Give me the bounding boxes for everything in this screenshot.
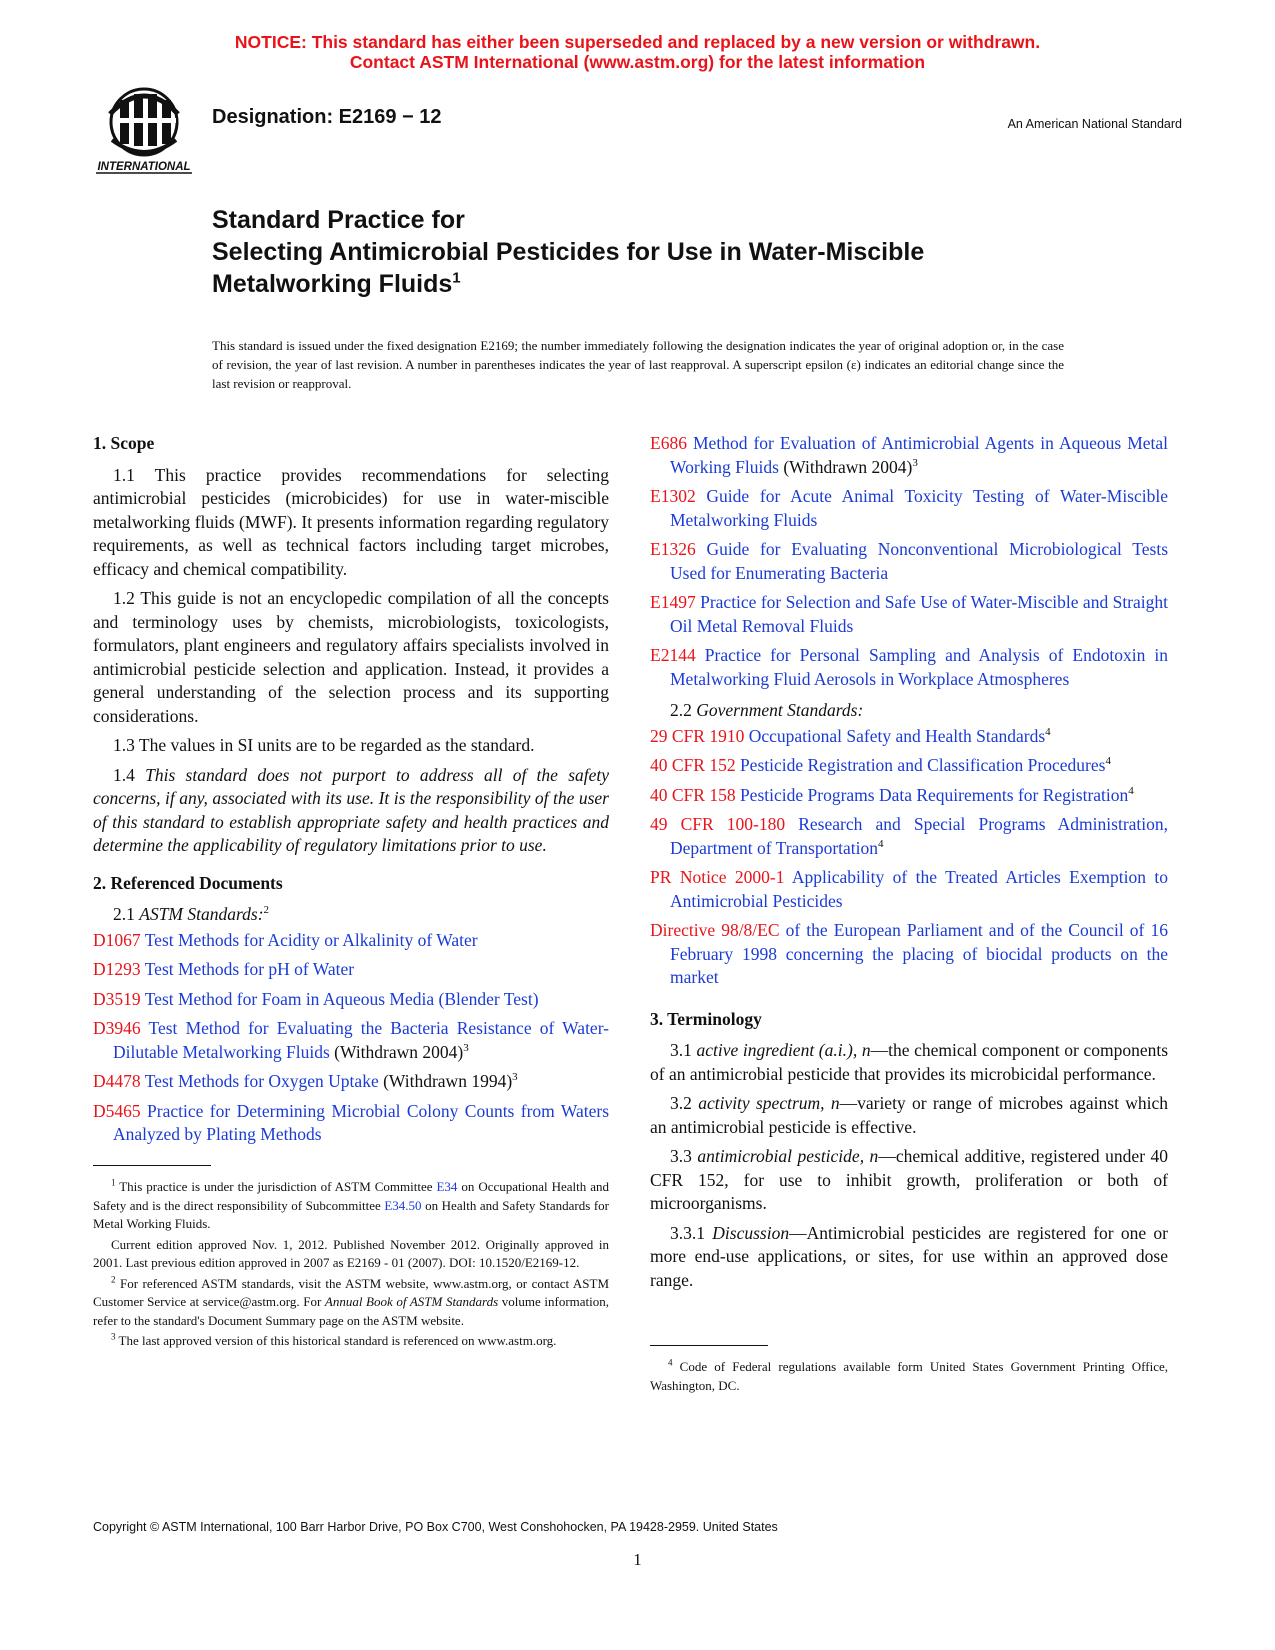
notice-line-1: NOTICE: This standard has either been superseded and replaced by a new version or withdrawn. (234, 32, 1041, 52)
term-name: active ingredient (a.i.), n (696, 1040, 871, 1060)
reference-item (93, 1017, 609, 1064)
term-definition: —Antimicrobial pesticides are registered for one or more end-use applications, or sites, for use within an approved dose range. (650, 1222, 1168, 1290)
reference-item (650, 432, 1168, 479)
reference-item (650, 725, 1168, 749)
reference-code-link[interactable]: 40 CFR 158 (650, 784, 736, 805)
reference-title-link[interactable]: Practice for Personal Sampling and Analysis of Endotoxin in Metalworking Fluid Aerosols in Workplace Atmospheres (670, 645, 1168, 689)
footnote-rule-right (650, 1345, 768, 1346)
reference-footnote-mark: 3 (512, 1071, 518, 1084)
scope-1-3: 1.3 The values in SI units are to be regarded as the standard. (113, 735, 535, 755)
page-number: 1 (633, 1550, 642, 1569)
reference-item (93, 988, 609, 1012)
reference-code-link[interactable]: E2144 (650, 645, 696, 665)
reference-title-link[interactable]: Test Methods for Acidity or Alkalinity of Water (144, 929, 478, 950)
term-number: 3.2 (670, 1093, 692, 1113)
reference-item (650, 644, 1168, 691)
term-name: Discussion (712, 1222, 790, 1243)
reference-item (93, 929, 609, 953)
american-national-standard: An American National Standard (1007, 117, 1182, 131)
reference-footnote-mark: 4 (878, 837, 884, 850)
reference-code-link[interactable]: D1067 (93, 929, 141, 950)
fn1-text-a: This practice is under the jurisdiction of ASTM Committee (119, 1179, 437, 1194)
astm-logo (92, 84, 198, 176)
reference-item (650, 813, 1168, 860)
fn1-mark: 1 (111, 1177, 116, 1188)
reference-code-link[interactable]: PR Notice 2000-1 (650, 867, 785, 887)
footnote-2 (93, 1275, 609, 1331)
reference-item (650, 485, 1168, 532)
reference-code-link[interactable]: E1497 (650, 592, 696, 612)
term-definition: —the chemical component or components of an antimicrobial pesticide that provides its microbicidal performance. (650, 1040, 1169, 1084)
gov-label-number: 2.2 (670, 700, 692, 720)
footnote-4 (650, 1358, 1168, 1395)
notice-line-2: Contact ASTM International (www.astm.org) for the latest information (349, 52, 926, 72)
reference-item (650, 754, 1168, 778)
reference-item (93, 1100, 609, 1147)
reference-code-link[interactable]: 49 CFR 100-180 (650, 814, 786, 834)
terminology-list (650, 1039, 1168, 1292)
document-title (212, 204, 924, 300)
fn2-mark: 2 (111, 1274, 116, 1285)
reference-code-link[interactable]: D1293 (93, 959, 141, 979)
reference-note: (Withdrawn 1994) (383, 1071, 513, 1091)
astm-reference-list-left (93, 929, 609, 1147)
term-number: 3.1 (670, 1040, 692, 1060)
reference-code-link[interactable]: D3519 (93, 988, 141, 1009)
astm-standards-label (113, 903, 609, 927)
fn2-text-b: volume information, refer to the standard's Document Summary page on the ASTM website. (93, 1294, 610, 1328)
term-definition: —variety or range of microbes against which an antimicrobial pesticide is effective. (650, 1093, 1169, 1137)
reference-title-link[interactable]: Practice for Determining Microbial Colony Counts from Waters Analyzed by Plating Methods (113, 1100, 610, 1144)
reference-title-link[interactable]: Test Methods for pH of Water (144, 959, 355, 979)
reference-title-link[interactable]: Applicability of the Treated Articles Exemption to Antimicrobial Pesticides (670, 867, 1168, 911)
reference-item (650, 866, 1168, 913)
reference-title-link[interactable]: Test Method for Foam in Aqueous Media (Blender Test) (144, 988, 539, 1009)
reference-title-link[interactable]: Guide for Evaluating Nonconventional Microbiological Tests Used for Enumerating Bacteria (670, 539, 1168, 583)
scope-1-1: 1.1 This practice provides recommendations for selecting antimicrobial pesticides (microbicides) for use in water-miscible metalworking fluids (MWF). It presents information regarding regulatory requirements, as well as technical factors including target microbes, efficacy and chemical compatibility. (93, 464, 609, 579)
scope-1-4 (93, 764, 609, 858)
scope-1-2: 1.2 This guide is not an encyclopedic compilation of all the concepts and terminology uses by chemists, microbiologists, toxicologists, formulators, plant engineers and regulatory affairs specialists involved in antimicrobial pesticide selection and application. Instead, it provides a general understanding of the selection process and its supporting considerations. (93, 588, 609, 726)
fn1-text-c: on Health and Safety Standards for Metal Working Fluids. (93, 1197, 609, 1231)
reference-item (93, 1070, 609, 1094)
reference-footnote-mark: 4 (1045, 725, 1051, 738)
scope-1-4-text: This standard does not purport to address all of the safety concerns, if any, associated with its use. It is the responsibility of the user of this standard to establish appropriate safety and health practices and determine the applicability of regulatory limitations prior to use. (93, 764, 610, 855)
reference-title-link[interactable]: Pesticide Programs Data Requirements for Registration (739, 784, 1129, 805)
astm-logo-icon (92, 84, 198, 176)
reference-note: (Withdrawn 2004) (334, 1041, 464, 1062)
reference-item (650, 591, 1168, 638)
reference-code-link[interactable]: 29 CFR 1910 (650, 725, 745, 746)
government-reference-list (650, 725, 1168, 990)
withdrawn-notice (0, 32, 1275, 72)
title-line-3: Metalworking Fluids (212, 270, 453, 298)
left-column (93, 432, 609, 1153)
issued-note: This standard is issued under the fixed designation E2169; the number immediately following the designation indicates the year of original adoption or, in the case of revision, the year of last revision. A number in parentheses indicates the year of last reapproval. A superscript epsilon (ε) indicates an editorial change since the last revision or reapproval. (212, 338, 1064, 391)
terminology-item (650, 1145, 1168, 1216)
reference-note: (Withdrawn 2004) (783, 456, 913, 477)
government-standards-label (670, 699, 1168, 723)
reference-title-link[interactable]: of the European Parliament and of the Council of 16 February 1998 concerning the placing of biocidal products on the market (670, 920, 1168, 987)
copyright: Copyright © ASTM International, 100 Barr Harbor Drive, PO Box C700, West Conshohocken, PA 19428-2959. United States (93, 1520, 778, 1534)
term-number: 3.3 (670, 1146, 692, 1166)
reference-code-link[interactable]: E686 (650, 433, 687, 453)
reference-footnote-mark: 3 (912, 456, 918, 469)
reference-title-link[interactable]: Occupational Safety and Health Standards (748, 725, 1046, 746)
reference-code-link[interactable]: D5465 (93, 1100, 141, 1121)
footnote-rule-left (93, 1165, 211, 1166)
scope-1-4-number: 1.4 (113, 764, 135, 785)
edition-note: Current edition approved Nov. 1, 2012. Published November 2012. Originally approved in 2001. Last previous edition approved in 2007 as E2169 - 01 (2007). DOI: 10.1520/E2169-12. (93, 1236, 609, 1270)
footnote-3 (93, 1332, 609, 1351)
title-footnote-mark: 1 (452, 269, 461, 287)
reference-code-link[interactable]: 40 CFR 152 (650, 755, 736, 775)
logo-text: INTERNATIONAL (97, 161, 191, 173)
reference-code-link[interactable]: D3946 (93, 1018, 141, 1038)
footnotes-left (93, 1178, 609, 1353)
fn4-text: Code of Federal regulations available form United States Government Printing Office, Washington, DC. (650, 1359, 1169, 1393)
reference-item (650, 919, 1168, 990)
reference-footnote-mark: 4 (1128, 784, 1134, 797)
e34-50-link[interactable]: E34.50 (384, 1197, 422, 1213)
fn2-text-a: For referenced ASTM standards, visit the ASTM website, www.astm.org, or contact ASTM Customer Service at service@astm.org. For (93, 1275, 610, 1309)
fn3-text: The last approved version of this historical standard is referenced on www.astm.org. (118, 1333, 557, 1348)
footnote-1 (93, 1178, 609, 1234)
footnotes-right (650, 1358, 1168, 1397)
terminology-item (650, 1222, 1168, 1293)
term-name: activity spectrum, n (698, 1093, 840, 1113)
gov-label-text: Government Standards: (696, 700, 864, 720)
referenced-heading: 2. Referenced Documents (93, 872, 283, 893)
reference-title-link[interactable]: Guide for Acute Animal Toxicity Testing of Water-Miscible Metalworking Fluids (670, 486, 1168, 530)
reference-code-link[interactable]: E1302 (650, 486, 696, 506)
fn1-text-b: on Occupational Health and Safety and is the direct responsibility of Subcommittee (93, 1179, 609, 1213)
reference-code-link[interactable]: Directive 98/8/EC (650, 920, 780, 940)
term-number: 3.3.1 (670, 1222, 705, 1243)
reference-title-link[interactable]: Test Method for Evaluating the Bacteria Resistance of Water-Dilutable Metalworking Fluids (113, 1018, 609, 1062)
reference-title-link[interactable]: Test Methods for Oxygen Uptake (144, 1071, 379, 1091)
term-name: antimicrobial pesticide, n (697, 1146, 879, 1166)
reference-item (93, 958, 609, 982)
reference-footnote-mark: 4 (1105, 755, 1111, 768)
reference-code-link[interactable]: E1326 (650, 539, 696, 559)
reference-item (650, 784, 1168, 808)
e34-link[interactable]: E34 (436, 1179, 458, 1194)
reference-code-link[interactable]: D4478 (93, 1071, 141, 1091)
reference-title-link[interactable]: Pesticide Registration and Classification Procedures (739, 755, 1106, 775)
terminology-heading: 3. Terminology (650, 1008, 762, 1029)
fn4-mark: 4 (668, 1357, 673, 1368)
astm-reference-list-right (650, 432, 1168, 691)
terminology-item (650, 1039, 1168, 1086)
fn2-italic: Annual Book of ASTM Standards (324, 1294, 499, 1309)
title-line-1: Standard Practice for (212, 206, 465, 234)
designation: Designation: E2169 − 12 (212, 106, 442, 128)
reference-item (650, 538, 1168, 585)
astm-label-number: 2.1 (113, 904, 135, 924)
astm-label-text: ASTM Standards: (139, 904, 264, 924)
fn3-mark: 3 (111, 1331, 116, 1342)
reference-title-link[interactable]: Practice for Selection and Safe Use of Water-Miscible and Straight Oil Metal Removal Fluids (670, 592, 1168, 636)
astm-label-sup: 2 (263, 904, 270, 917)
reference-title-link[interactable]: Method for Evaluation of Antimicrobial Agents in Aqueous Metal Working Fluids (670, 433, 1169, 477)
title-line-2: Selecting Antimicrobial Pesticides for Use in Water-Miscible (212, 238, 925, 266)
term-definition: —chemical additive, registered under 40 CFR 152, for use to inhibit growth, proliferation or both of microorganisms. (650, 1146, 1169, 1213)
reference-footnote-mark: 3 (463, 1041, 469, 1054)
right-column (650, 432, 1168, 1298)
scope-heading: 1. Scope (93, 433, 155, 453)
terminology-item (650, 1092, 1168, 1139)
reference-title-link[interactable]: Research and Special Programs Administration, Department of Transportation (670, 814, 1169, 858)
